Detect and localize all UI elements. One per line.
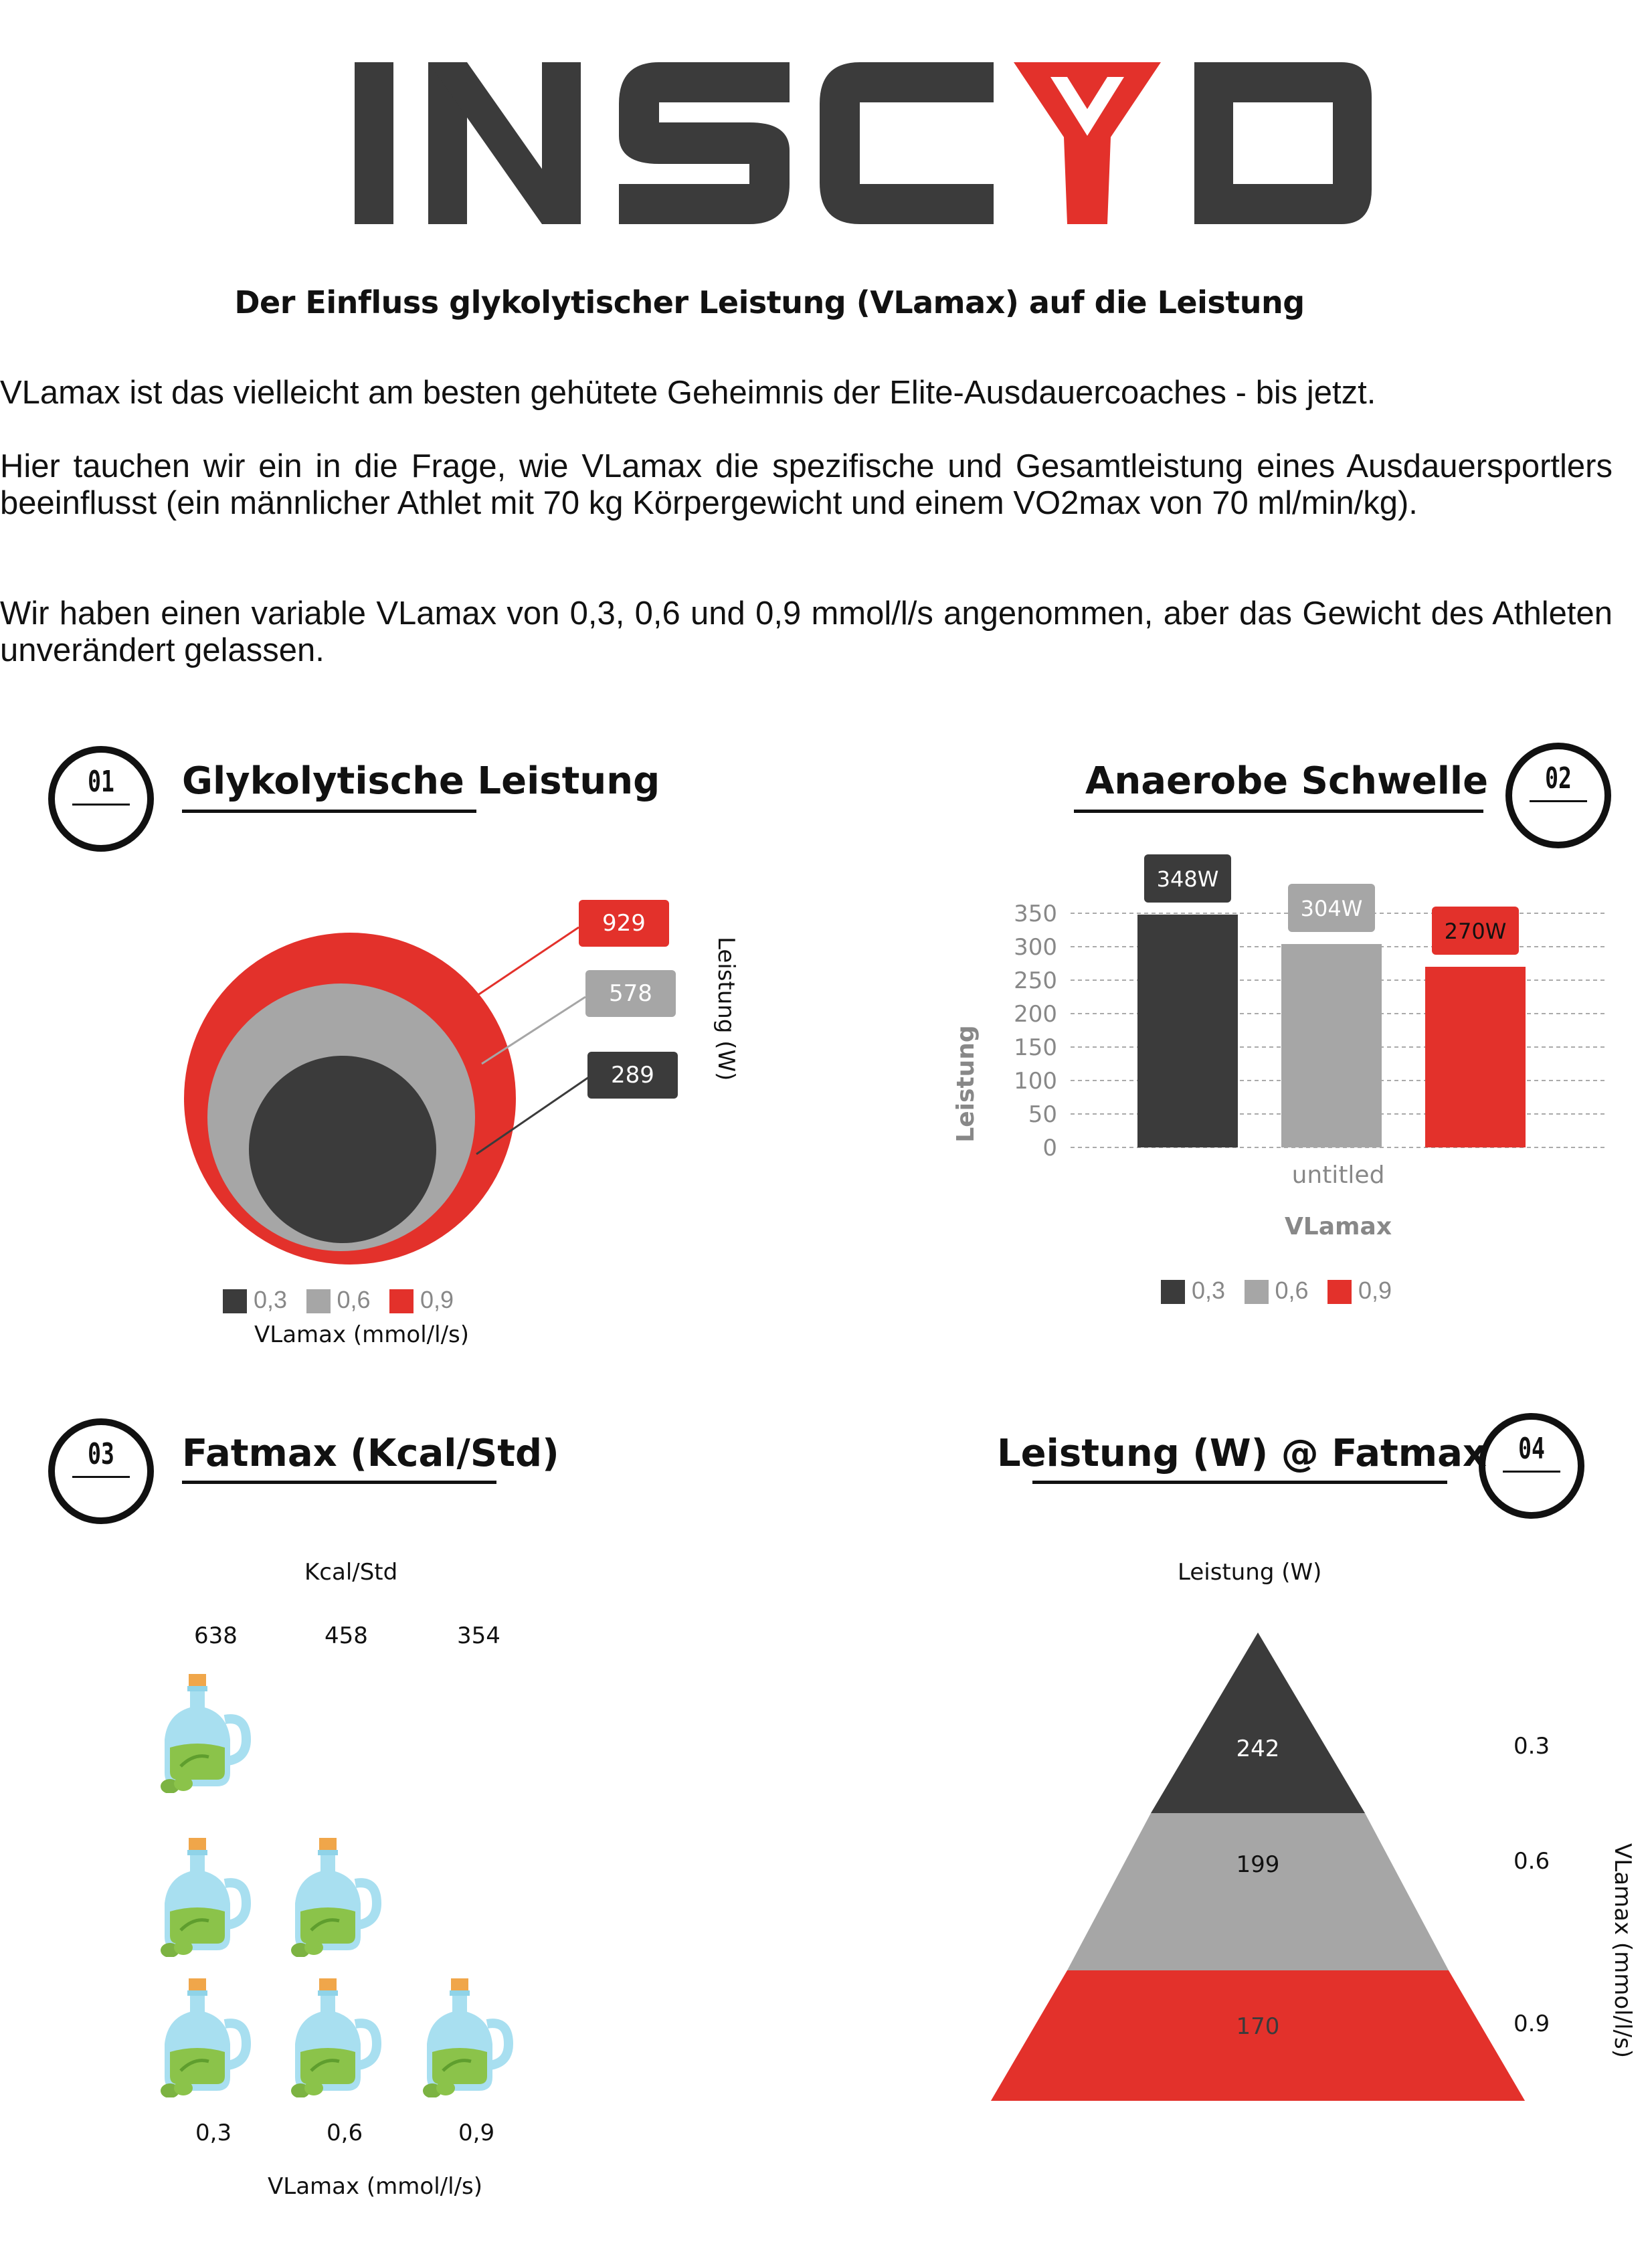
section-number-04: 04 [1518,1432,1545,1466]
pictogram-category-0-6: 0,6 [327,2120,363,2146]
bar-0-9 [1425,967,1526,1147]
bar-chart [937,843,1633,1261]
oil-bottle-icon [291,1837,385,1960]
legend-item-0-9: 0,9 [389,1286,454,1314]
pyramid-title: Leistung (W) [1178,1559,1322,1586]
svg-text:348W: 348W [1156,866,1219,892]
pyramid-value-0-9: 170 [1236,2013,1280,2040]
pyramid-category-0-9: 0.9 [1513,2010,1550,2037]
section-number-03: 03 [88,1437,114,1471]
oil-bottle-icon [291,1977,385,2101]
bar-chart-y-ticks [1014,901,1057,1161]
leader-line-929 [475,927,579,997]
pictogram-category-0-9: 0,9 [458,2120,495,2146]
section-title-anaerobe-schwelle: Anaerobe Schwelle [1085,759,1489,803]
y-tick-250: 250 [1014,967,1057,994]
pyramid-value-0-6: 199 [1236,1851,1280,1878]
section-number-circle-02 [1505,743,1611,848]
bar-legend-item-0-9: 0,9 [1327,1277,1392,1305]
oil-bottle-icon [161,1673,254,1796]
bar-chart-x-axis-label: VLamax [1284,1213,1392,1240]
pictogram-value-0-6: 458 [325,1622,368,1649]
bar-legend-item-0-6: 0,6 [1245,1277,1309,1305]
assumption-paragraph: Wir haben einen variable VLamax von 0,3, 0,6 und 0,9 mmol/l/s angenommen, aber das Gewicht des Athleten unverändert gelassen. [0,595,1613,668]
svg-text:270W: 270W [1444,919,1507,944]
section-title-underline-03 [182,1481,496,1484]
section-title-underline-02 [1074,810,1483,813]
section-number-circle-01 [48,746,154,852]
y-tick-100: 100 [1014,1068,1057,1095]
y-tick-0: 0 [1042,1135,1057,1161]
y-tick-300: 300 [1014,934,1057,961]
legend-item-0-3: 0,3 [223,1286,287,1314]
bubble-label-929: 929 [579,900,669,947]
oil-bottle-icon [423,1977,517,2101]
bar-chart-svg [937,843,1633,1258]
pictogram-value-0-3: 638 [194,1622,238,1649]
pyramid-layer-0-3 [1151,1632,1365,1813]
description-paragraph: Hier tauchen wir ein in die Frage, wie VLamax die spezifische und Gesamtleistung eines Ausdauersportlers beeinflusst (ein männlicher Athlet mit 70 kg Körpergewicht und einem VO2max von 70 ml/min/kg). [0,448,1613,521]
pyramid-side-label: VLamax (mmol/l/s) [1609,1843,1636,2059]
section-number-circle-03 [48,1418,154,1524]
section-title-fatmax: Fatmax (Kcal/Std) [182,1432,559,1475]
bubble-chart-svg [161,897,736,1311]
intro-paragraph: VLamax ist das vielleicht am besten gehütete Geheimnis der Elite-Ausdauercoaches - bis jetzt. [0,375,1376,411]
y-tick-50: 50 [1028,1101,1057,1128]
oil-bottle-icon [161,1837,254,1960]
bar-legend [1161,1277,1408,1305]
section-title-underline-01 [182,810,476,813]
oil-bottle-icon [161,1977,254,2101]
pyramid-category-0-3: 0.3 [1513,1733,1550,1760]
y-tick-150: 150 [1014,1034,1057,1061]
svg-text:304W: 304W [1300,896,1363,921]
bar-chart-y-axis-label: Leistung [952,1025,980,1143]
bar-0-3 [1137,915,1238,1147]
pyramid-value-0-3: 242 [1236,1736,1280,1762]
bubble-legend-title: VLamax (mmol/l/s) [254,1321,470,1348]
pyramid-chart [984,1632,1532,2104]
section-title-glykolytische-leistung: Glykolytische Leistung [182,759,660,803]
pyramid-chart-svg [984,1632,1532,2101]
pictogram-x-axis-label: VLamax (mmol/l/s) [268,2173,483,2200]
pyramid-layer-0-6 [1067,1813,1449,1970]
bar-data-label-0-3 [1144,854,1231,903]
bubble-chart [161,897,736,1315]
legend-item-0-6: 0,6 [306,1286,371,1314]
bar-chart-category-label: untitled [1291,1161,1385,1189]
section-title-leistung-fatmax: Leistung (W) @ Fatmax [997,1432,1487,1475]
y-tick-350: 350 [1014,901,1057,927]
bubble-legend [223,1286,470,1314]
section-title-underline-04 [1032,1481,1447,1484]
inscyd-logo [355,57,1372,231]
page-heading: Der Einfluss glykolytischer Leistung (VLamax) auf die Leistung [234,284,1305,320]
section-number-circle-04 [1479,1413,1584,1519]
bar-legend-item-0-3: 0,3 [1161,1277,1225,1305]
bubble-label-289: 289 [587,1052,678,1099]
pictogram-category-0-3: 0,3 [195,2120,232,2146]
pictogram-value-0-9: 354 [457,1622,500,1649]
pyramid-category-0-6: 0.6 [1513,1848,1550,1875]
bubble-0-3 [249,1056,436,1243]
bubble-label-578: 578 [585,970,676,1017]
bar-data-label-0-6 [1288,884,1375,932]
section-number-01: 01 [88,765,114,799]
y-tick-200: 200 [1014,1001,1057,1028]
bar-data-label-0-9 [1432,907,1519,955]
pictogram-title: Kcal/Std [304,1559,398,1586]
inscyd-logo-graphic [355,57,1372,231]
bar-0-6 [1281,944,1382,1147]
section-number-02: 02 [1545,761,1572,796]
bubble-side-label: Leistung (W) [713,937,739,1081]
